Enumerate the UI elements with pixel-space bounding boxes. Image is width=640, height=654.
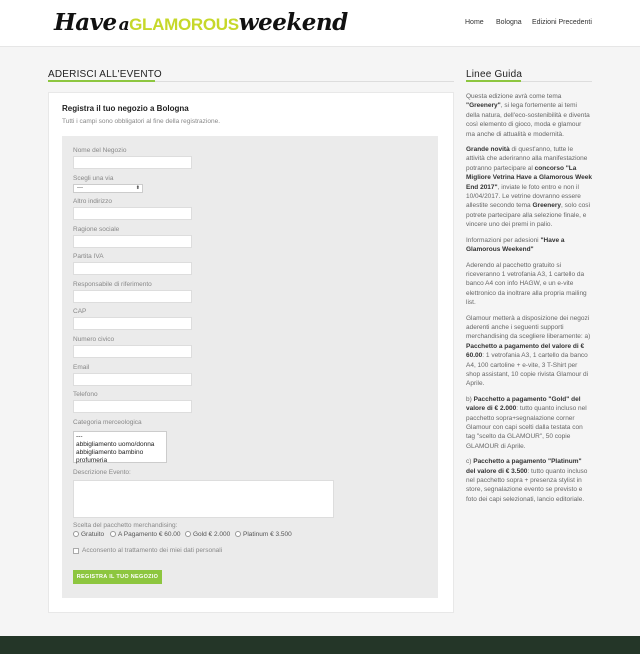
- street-select-value: ---: [77, 185, 83, 191]
- phone-input[interactable]: [73, 400, 192, 413]
- label-phone: Telefono: [73, 391, 98, 398]
- label-contact: Responsabile di riferimento: [73, 281, 152, 288]
- logo-weekend: weekend: [238, 9, 348, 36]
- card-subtitle: Tutti i campi sono obbligatori al fine della registrazione.: [62, 118, 221, 125]
- label-street: Scegli una via: [73, 175, 114, 182]
- guideline-paragraph: Grande novità di quest'anno, tutte le attività che aderiranno alla manifestazione potranno partecipare al concorso "La Migliore Vetrina Have a Glamorous Week End 2017", inviate le foto entro e non il 10/04/2017. Le vetrine dovranno essere allestite secondo tema Greenery, solo così potrete partecipare alla selezione finale, e vincere uno dei premi in palio.: [466, 146, 592, 229]
- nav-bologna[interactable]: Bologna: [496, 19, 522, 26]
- package-option-gratuito[interactable]: [73, 531, 104, 538]
- shop-name-input[interactable]: [73, 156, 192, 169]
- consent-label: Acconsento al trattamento dei miei dati personali: [82, 547, 223, 554]
- consent-checkbox[interactable]: [73, 548, 79, 554]
- sidebar-title-accent: [466, 80, 521, 82]
- radio-button[interactable]: [185, 531, 191, 537]
- select-arrows-icon: ⬍: [135, 185, 140, 191]
- category-option[interactable]: ---: [76, 433, 83, 440]
- package-option-pagamento[interactable]: [110, 531, 181, 538]
- title-accent: [48, 80, 155, 82]
- label-civic: Numero civico: [73, 336, 115, 343]
- package-label: Platinum € 3.500: [243, 531, 292, 538]
- category-option[interactable]: abbigliamento bambino: [76, 449, 144, 456]
- label-cap: CAP: [73, 308, 87, 315]
- package-option-platinum[interactable]: [235, 531, 292, 538]
- guideline-paragraph: b) Pacchetto a pagamento "Gold" del valore di € 2.000: tutto quanto incluso nel pacchetto sopra+segnalazione corner Glamour con capi scelti dalla testata con tag "scelto da GLAMOUR", 50 copie GLAMOUR di Aprile.: [466, 395, 587, 450]
- radio-button[interactable]: [235, 531, 241, 537]
- logo-glamorous: GLAMOROUS: [129, 15, 239, 34]
- guideline-paragraph: c) Pacchetto a pagamento "Platinum" del valore di € 3.500: tutto quanto incluso nel pacchetto sopra + presenza stylist in store, segnalazione evento se previsto e foto dei capi selezionati, lancio editoriale.: [466, 458, 588, 503]
- category-listbox[interactable]: [73, 431, 167, 463]
- street-select[interactable]: [73, 184, 143, 193]
- logo-have: Have: [54, 9, 117, 36]
- company-name-input[interactable]: [73, 235, 192, 248]
- card-title: Registra il tuo negozio a Bologna: [62, 104, 189, 113]
- radio-button[interactable]: [73, 531, 79, 537]
- label-vat: Partita IVA: [73, 253, 104, 260]
- site-footer: [0, 636, 640, 654]
- package-label: Gratuito: [81, 531, 105, 538]
- label-event-description: Descrizione Evento:: [73, 469, 131, 476]
- label-category: Categoria merceologica: [73, 419, 142, 426]
- nav-edizioni-precedenti[interactable]: Edizioni Precedenti: [532, 19, 592, 26]
- label-package: Scelta del pacchetto merchandising:: [73, 522, 178, 529]
- site-logo[interactable]: [54, 9, 348, 39]
- guidelines-sidebar: [466, 92, 592, 510]
- site-header: [0, 0, 640, 47]
- cap-input[interactable]: [73, 317, 192, 330]
- nav-home[interactable]: Home: [465, 19, 484, 26]
- label-company-name: Ragione sociale: [73, 226, 120, 233]
- submit-button[interactable]: REGISTRA IL TUO NEGOZIO: [73, 570, 162, 584]
- label-shop-name: Nome del Negozio: [73, 147, 127, 154]
- vat-input[interactable]: [73, 262, 192, 275]
- package-label: A Pagamento € 60.00: [118, 531, 181, 538]
- sidebar-title: Linee Guida: [466, 69, 523, 80]
- label-email: Email: [73, 364, 90, 371]
- radio-button[interactable]: [110, 531, 116, 537]
- event-description-textarea[interactable]: [73, 480, 334, 518]
- other-address-input[interactable]: [73, 207, 192, 220]
- civic-input[interactable]: [73, 345, 192, 358]
- guideline-paragraph: Glamour metterà a disposizione dei negozi aderenti anche i seguenti supporti merchandising da scegliere liberamente: a) Pacchetto a pagamento del valore di € 60.00: 1 vetrofania A3, 1 cartello da banco A4, 100 cartoline + e-vite, 3 T-Shirt per shop assistant, 10 copie rivista Glamour di Aprile.: [466, 314, 591, 388]
- package-label: Gold € 2.000: [193, 531, 231, 538]
- category-option[interactable]: profumeria: [76, 457, 108, 464]
- contact-input[interactable]: [73, 290, 192, 303]
- guideline-paragraph: Questa edizione avrà come tema "Greenery", si lega fortemente ai temi della natura, dell'eco-sostenibilità e diventa così elemento di gioco, moda e glamour ma anche di attualità e modernità.: [466, 93, 590, 138]
- guideline-paragraph: Aderendo al pacchetto gratuito si riceveranno 1 vetrofania A3, 1 cartello da banco A4 con info HAGW, e un e-vite elettronico da inoltrare alla propria mailing list.: [466, 261, 587, 307]
- package-option-gold[interactable]: [185, 531, 230, 538]
- logo-a: a: [118, 15, 130, 35]
- label-other-address: Altro indirizzo: [73, 198, 113, 205]
- guideline-paragraph: Informazioni per adesioni "Have a Glamorous Weekend": [466, 236, 565, 254]
- section-title: ADERISCI ALL'EVENTO: [48, 69, 162, 80]
- email-input[interactable]: [73, 373, 192, 386]
- category-option[interactable]: abbigliamento uomo/donna: [76, 441, 155, 448]
